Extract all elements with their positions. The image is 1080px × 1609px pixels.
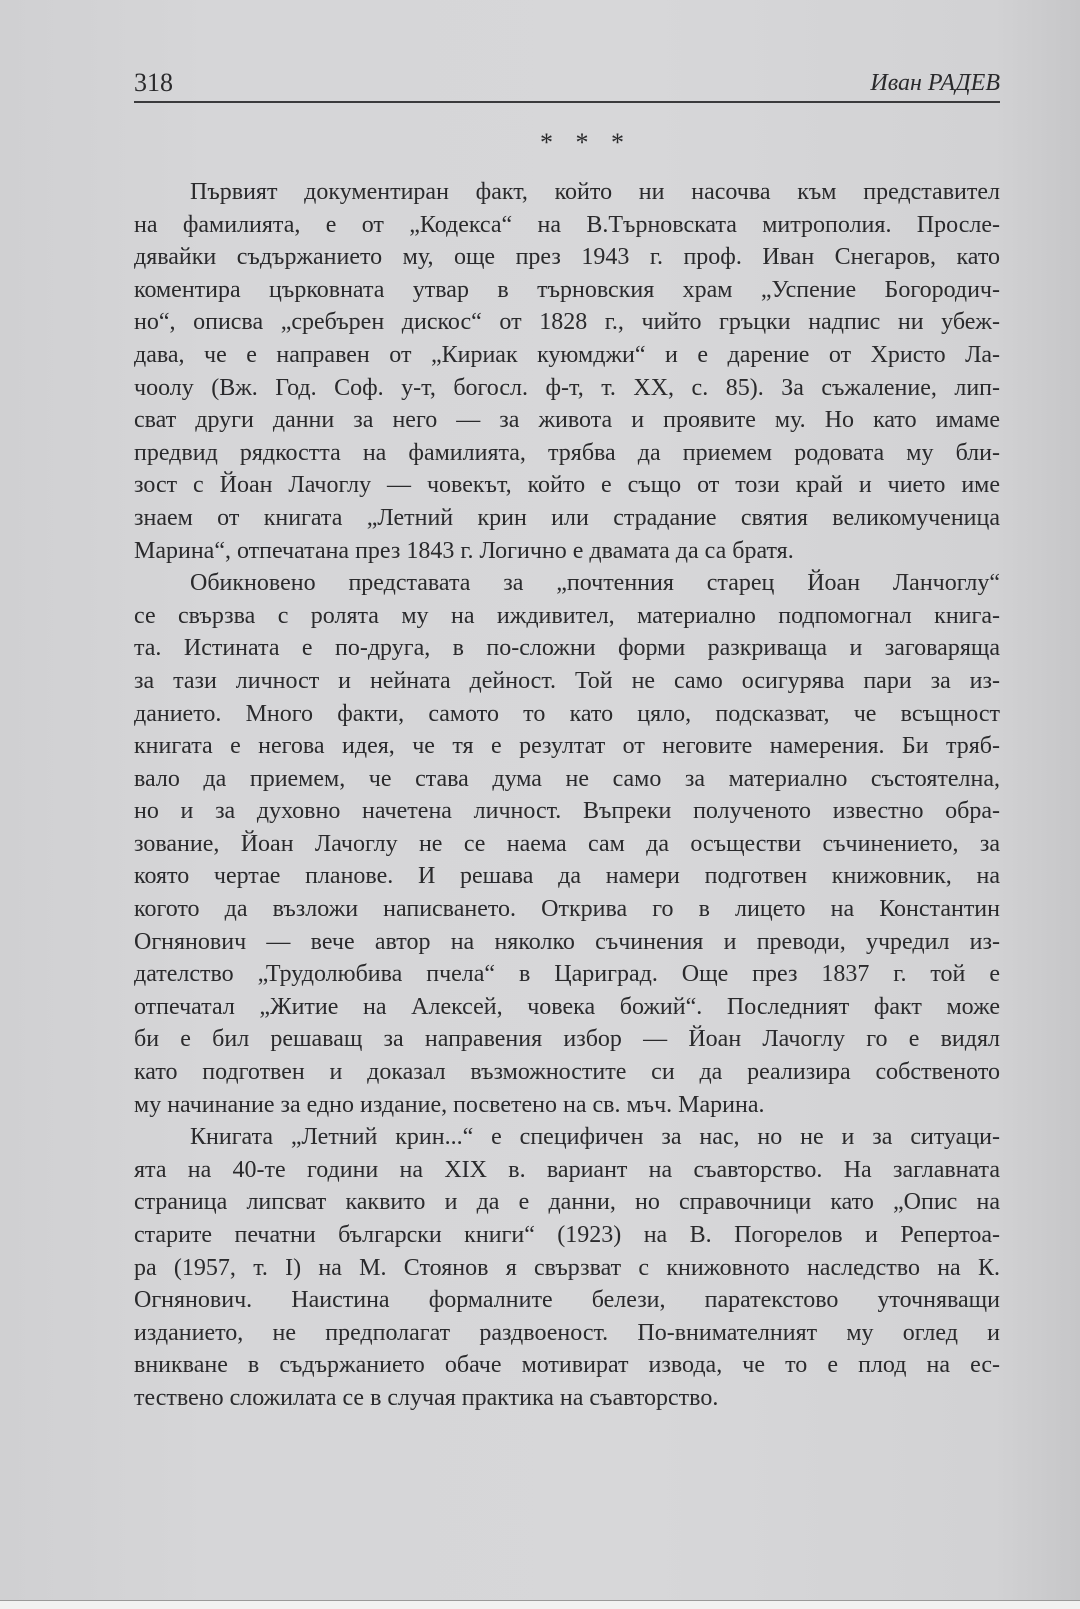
text-line: зост с Йоан Лачоглу — човекът, който е също от този край и чието име xyxy=(134,472,1000,499)
text-line: му начинание за едно издание, посветено на св. мъч. Марина. xyxy=(134,1091,765,1118)
text-line: би е бил решаващ за направения избор — Йоан Лачоглу го е видял xyxy=(134,1026,1000,1053)
text-line: Огнянович — вече автор на няколко съчинения и преводи, учредил из- xyxy=(134,928,1000,955)
text-line: изданието, не предполагат раздвоеност. По-внимателният му оглед и xyxy=(134,1319,1000,1346)
text-line: дава, че е направен от „Кириак куюмджи“ и е дарение от Христо Ла- xyxy=(134,341,1000,368)
text-line: зование, Йоан Лачоглу не се наема сам да осъществи съчинението, за xyxy=(134,830,1000,857)
text-line: но и за духовно начетена личност. Въпреки полученото известно обра- xyxy=(134,798,1000,825)
section-separator: * * * xyxy=(540,128,632,157)
text-line: отпечатал „Житие на Алексей, човека божий“. Последният факт може xyxy=(134,993,1000,1020)
body-text xyxy=(134,176,1000,1415)
paragraph xyxy=(134,176,1000,567)
text-line: вникване в съдържанието обаче мотивират извода, че то е плод на ес- xyxy=(134,1352,1000,1379)
text-line: сват други данни за него — за живота и проявите му. Но като имаме xyxy=(134,407,1000,434)
text-line: тествено сложилата се в случая практика на съавторство. xyxy=(134,1384,719,1411)
page-number: 318 xyxy=(134,68,173,97)
text-line: коментира църковната утвар в търновския храм „Успение Богородич- xyxy=(134,276,1000,303)
text-line: Марина“, отпечатана през 1843 г. Логично е двамата да са братя. xyxy=(134,537,794,564)
header-rule xyxy=(134,101,1000,103)
paragraph xyxy=(134,567,1000,1121)
text-line: на фамилията, е от „Кодекса“ на В.Търновската митрополия. Просле- xyxy=(134,211,1000,238)
text-line: но“, описва „сребърен дискос“ от 1828 г., чийто гръцки надпис ни убеж- xyxy=(134,309,1000,336)
paragraph xyxy=(134,1121,1000,1414)
text-line: данието. Много факти, самото то като цяло, подсказват, че всъщност xyxy=(134,700,1000,727)
text-line: та. Истината е по-друга, в по-сложни форми разкриваща и заговаряща xyxy=(134,635,1000,662)
text-line: вало да приемем, че става дума не само за материално състоятелна, xyxy=(134,765,1000,792)
text-line: се свързва с ролята му на иждивител, материално подпомогнал книга- xyxy=(134,602,1000,629)
text-line: старите печатни български книги“ (1923) на В. Погорелов и Репертоа- xyxy=(134,1222,1000,1248)
text-line: книгата е негова идея, че тя е резултат от неговите намерения. Би тряб- xyxy=(134,733,1000,760)
text-line: ра (1957, т. I) на М. Стоянов я свързват с книжовното наследство на К. xyxy=(134,1254,1000,1281)
text-line: дявайки съдържанието му, още през 1943 г. проф. Иван Снегаров, като xyxy=(134,244,1000,271)
page-header xyxy=(134,66,1000,102)
text-line: Книгата „Летний крин...“ е специфичен за нас, но не и за ситуаци- xyxy=(190,1124,1000,1151)
text-line: ята на 40-те години на XIX в. вариант на съавторство. На заглавната xyxy=(134,1156,1000,1183)
text-line: Първият документиран факт, който ни насочва към представител xyxy=(190,179,1000,205)
running-head: Иван РАДЕВ xyxy=(870,70,1000,96)
text-line: когото да възложи написването. Открива го в лицето на Константин xyxy=(134,896,1000,923)
text-line: Огнянович. Наистина формалните белези, паратекстово уточняващи xyxy=(134,1287,1000,1314)
text-line: предвид рядкостта на фамилията, трябва да приемем родовата му бли- xyxy=(134,439,1000,466)
text-line: за тази личност и нейната дейност. Той не само осигурява пари за из- xyxy=(134,667,1000,694)
text-line: която чертае планове. И решава да намери подготвен книжовник, на xyxy=(134,863,1000,890)
text-line: чоолу (Вж. Год. Соф. у-т, богосл. ф-т, т. XX, с. 85). За съжаление, лип- xyxy=(134,374,1000,401)
text-line: знаем от книгата „Летний крин или страдание святия великомученица xyxy=(134,504,1000,531)
text-line: страница липсват каквито и да е данни, но справочници като „Опис на xyxy=(134,1189,1000,1216)
text-line: като подготвен и доказал възможностите си да реализира собственото xyxy=(134,1059,1000,1086)
text-line: дателство „Трудолюбива пчела“ в Цариград. Още през 1837 г. той е xyxy=(134,961,1000,988)
text-line: Обикновено представата за „почтенния старец Йоан Ланчоглу“ xyxy=(190,570,1000,597)
